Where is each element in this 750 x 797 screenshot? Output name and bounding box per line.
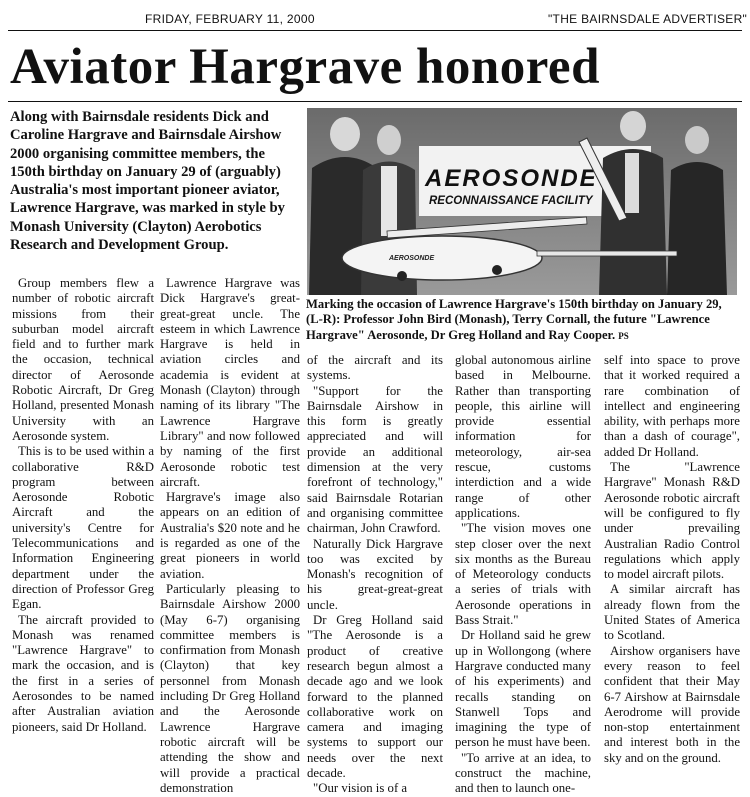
header-rule [8,30,742,31]
caption-text: Marking the occasion of Lawrence Hargrave's 150th birthday on January 29, (L-R): Professor John Bird (Monash), Terry Cornall, the future "Lawrence Hargrave" Aerosonde, Dr Greg Holland and Ray Cooper. [306,297,722,342]
body-column-5 [604,353,740,766]
paragraph: global autonomous airline based in Melbourne. Rather than transporting people, this airline will provide essential information for meteorology, air-sea rescue, customs interdiction and a wide range of other applications. [455,353,591,520]
body-column-4 [455,353,591,797]
body-column-2 [160,276,300,796]
paragraph: This is to be used within a collaborative R&D program between Aerosonde Robotic Aircraft and the university's Centre for Telecommunications and Information Engineering department under the direction of Professor Greg Egan. [12,444,154,612]
headline: Aviator Hargrave honored [10,39,600,95]
paragraph: of the aircraft and its systems. [307,353,443,383]
paragraph: Naturally Dick Hargrave too was excited by Monash's recognition of his great-great-great uncle. [307,536,443,612]
sign-text-main: AEROSONDE [425,165,598,192]
aerosonde-aircraft [342,236,542,280]
paragraph: "Our vision is of a [313,781,408,796]
newspaper-name: "THE BAIRNSDALE ADVERTISER" [548,12,748,26]
paragraph: Lawrence Hargrave was Dick Hargrave's great-great-great uncle. The esteem in which Lawrence Hargrave is held in aviation circles and academia is evident at Monash (Clayton) through naming of its library "The Lawrence Hargrave Library" and now followed by naming of the first Aerosonde robotic test aircraft. [160,276,300,489]
paragraph: Group members flew a number of robotic aircraft missions from their suburban model aircraft field and to further mark the occasion, technical director of Aerosonde Robotic Aircraft, Dr Greg Holland, presented Monash University with an Aerosonde system. [12,276,154,443]
paragraph: self into space to prove that it worked required a rare combination of intellect and engineering ability, with perhaps more than a dash of courage", added Dr Holland. [604,353,740,459]
paragraph: The aircraft provided to Monash was renamed "Lawrence Hargrave" to mark the occasion, and is the first in a series of Aerosondes to be named after Australian aviation pioneers, said Dr Holland. [12,612,154,734]
paragraph: Particularly pleasing to Bairnsdale Airshow 2000 (May 6-7) organising committee members is confirmation from Monash (Clayton) that key personnel from Monash including Dr Greg Holland and the Aerosonde Lawrence Hargrave robotic aircraft will be attending the show and will provide a practical demonstration [160,581,300,795]
paragraph: Hargrave's image also appears on an edition of Australia's $20 note and he is regarded as one of the great pioneers in world aviation. [160,490,300,581]
body-column-3 [307,353,443,797]
headline-rule [8,101,742,102]
news-photo [307,108,737,295]
photo-credit: PS [618,330,629,341]
photo-caption [306,297,738,344]
paragraph: "Support for the Bairnsdale Airshow in this form is greatly appreciated and will provide an additional dimension at the very forefront of technology," said Bairnsdale Rotarian and organising committee chairman, John Crawford. [307,383,443,536]
lede-paragraph: Along with Bairnsdale residents Dick and Caroline Hargrave and Bairnsdale Airshow 2000 organising committee members, the 150th birthday on January 29 of (arguably) Australia's most important pioneer aviator, Lawrence Hargrave, was marked in style by Monash University (Clayton) Aerobotics Research and Development Group. [10,109,285,254]
paragraph: A similar aircraft has already flown from the United States of America to Scotland. [604,582,740,643]
aircraft-label: AEROSONDE [389,255,435,262]
paragraph: "To arrive at an idea, to construct the machine, and then to launch one- [455,750,591,796]
body-column-1 [12,276,154,735]
sign-text-sub: RECONNAISSANCE FACILITY [429,195,593,207]
paragraph: Airshow organisers have every reason to feel confident that their May 6-7 Airshow at Bairnsdale Aerodrome will provide non-stop entertainment and interest both in the sky and on the ground. [604,643,740,765]
paragraph: Dr Greg Holland said "The Aerosonde is a product of creative research begun almost a decade ago and we look forward to the planned collaborative work on camera and imaging systems to support our needs over the next decade. [307,613,443,781]
person-4 [667,162,727,295]
paragraph: Dr Holland said he grew up in Wollongong (where Hargrave conducted many of his experiments) and recalls standing on Stanwell Tops and imagining the type of person he must have been. [455,628,591,750]
photo-illustration [307,108,737,295]
issue-date: FRIDAY, FEBRUARY 11, 2000 [145,12,315,26]
paragraph: The "Lawrence Hargrave" Monash R&D Aerosonde robotic aircraft will be configured to fly under prevailing Australian Radio Control regulations which apply to model aircraft pilots. [604,460,740,582]
paragraph: "The vision moves one step closer over the next six months as the Bureau of Meteorology conducts a series of trials with Aerosonde operations in Bass Strait." [455,521,591,628]
